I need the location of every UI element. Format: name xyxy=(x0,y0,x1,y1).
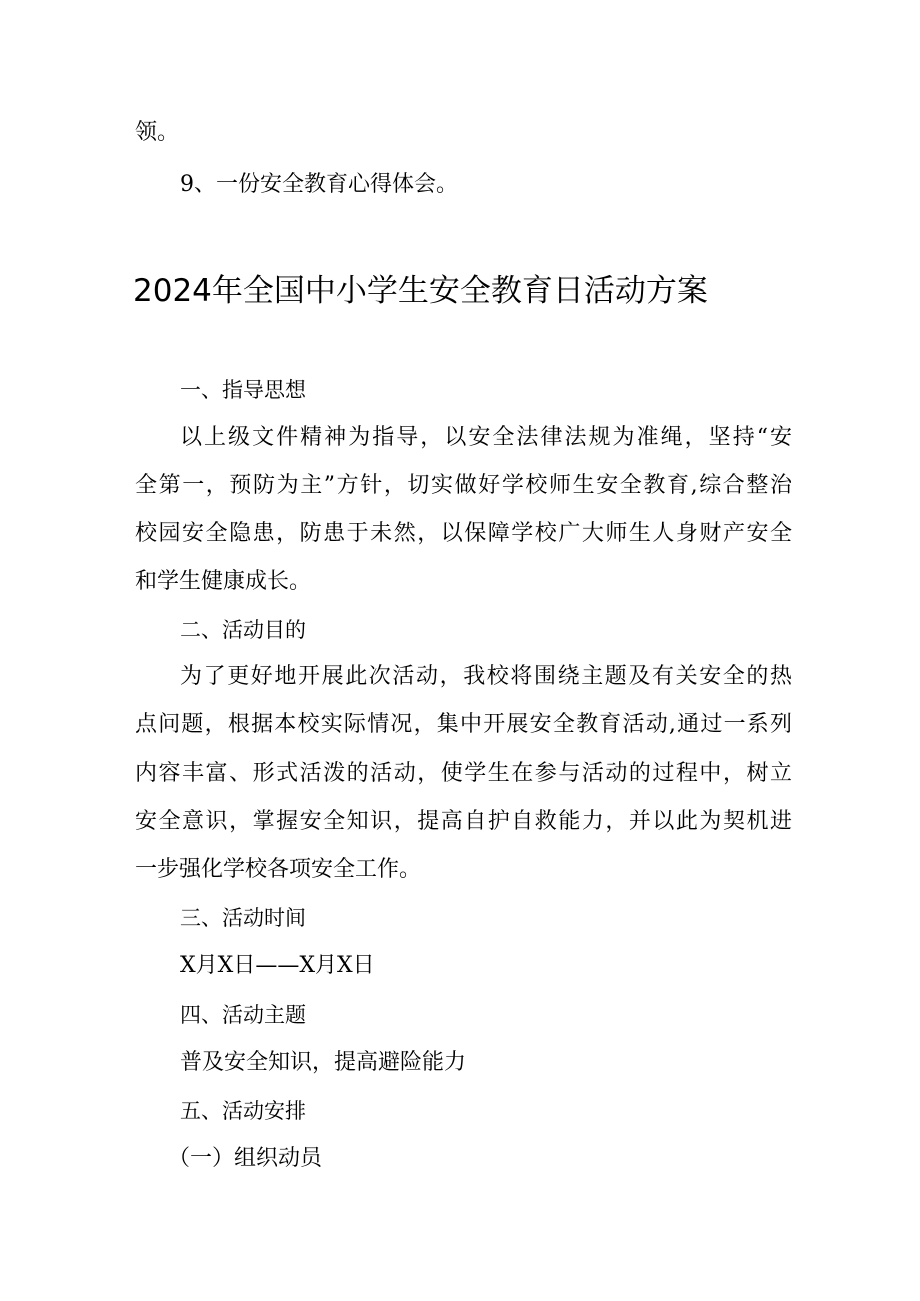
list-item-9: 9、一份安全教育心得体会。 xyxy=(180,172,458,197)
paragraph-line: 一步强化学校各项安全工作。 xyxy=(135,857,422,882)
paragraph-line: 和学生健康成长。 xyxy=(135,569,312,594)
activity-time-text: X月X日——X月X日 xyxy=(180,953,375,978)
paragraph-line: 点问题，根据本校实际情况，集中开展安全教育活动,通过一系列 xyxy=(135,712,792,737)
paragraph-line: 内容丰富、形式活泼的活动，使学生在参与活动的过程中，树立 xyxy=(135,761,792,786)
section-heading-activity-theme: 四、活动主题 xyxy=(180,1003,306,1027)
subsection-heading-mobilization: （一）组织动员 xyxy=(168,1146,323,1171)
section-heading-activity-time: 三、活动时间 xyxy=(180,906,306,930)
paragraph-line: 以上级文件精神为指导，以安全法律法规为准绳，坚持“安 xyxy=(180,425,792,450)
paragraph-line: 为了更好地开展此次活动，我校将围绕主题及有关安全的热 xyxy=(180,664,792,689)
paragraph-line: 全第一，预防为主”方针，切实做好学校师生安全教育,综合整治 xyxy=(135,473,792,498)
paragraph-line: 安全意识，掌握安全知识，提高自护自救能力，并以此为契机进 xyxy=(135,809,792,834)
section-heading-activity-arrangement: 五、活动安排 xyxy=(180,1099,306,1123)
section-heading-activity-purpose: 二、活动目的 xyxy=(180,618,306,642)
paragraph-line: 校园安全隐患，防患于未然，以保障学校广大师生人身财产安全 xyxy=(135,521,792,546)
document-title: 2024年全国中小学生安全教育日活动方案 xyxy=(133,273,708,309)
activity-theme-text: 普及安全知识，提高避险能力 xyxy=(180,1050,467,1075)
section-heading-guiding-ideology: 一、指导思想 xyxy=(180,378,306,402)
continuation-tail-text: 领。 xyxy=(135,120,180,145)
